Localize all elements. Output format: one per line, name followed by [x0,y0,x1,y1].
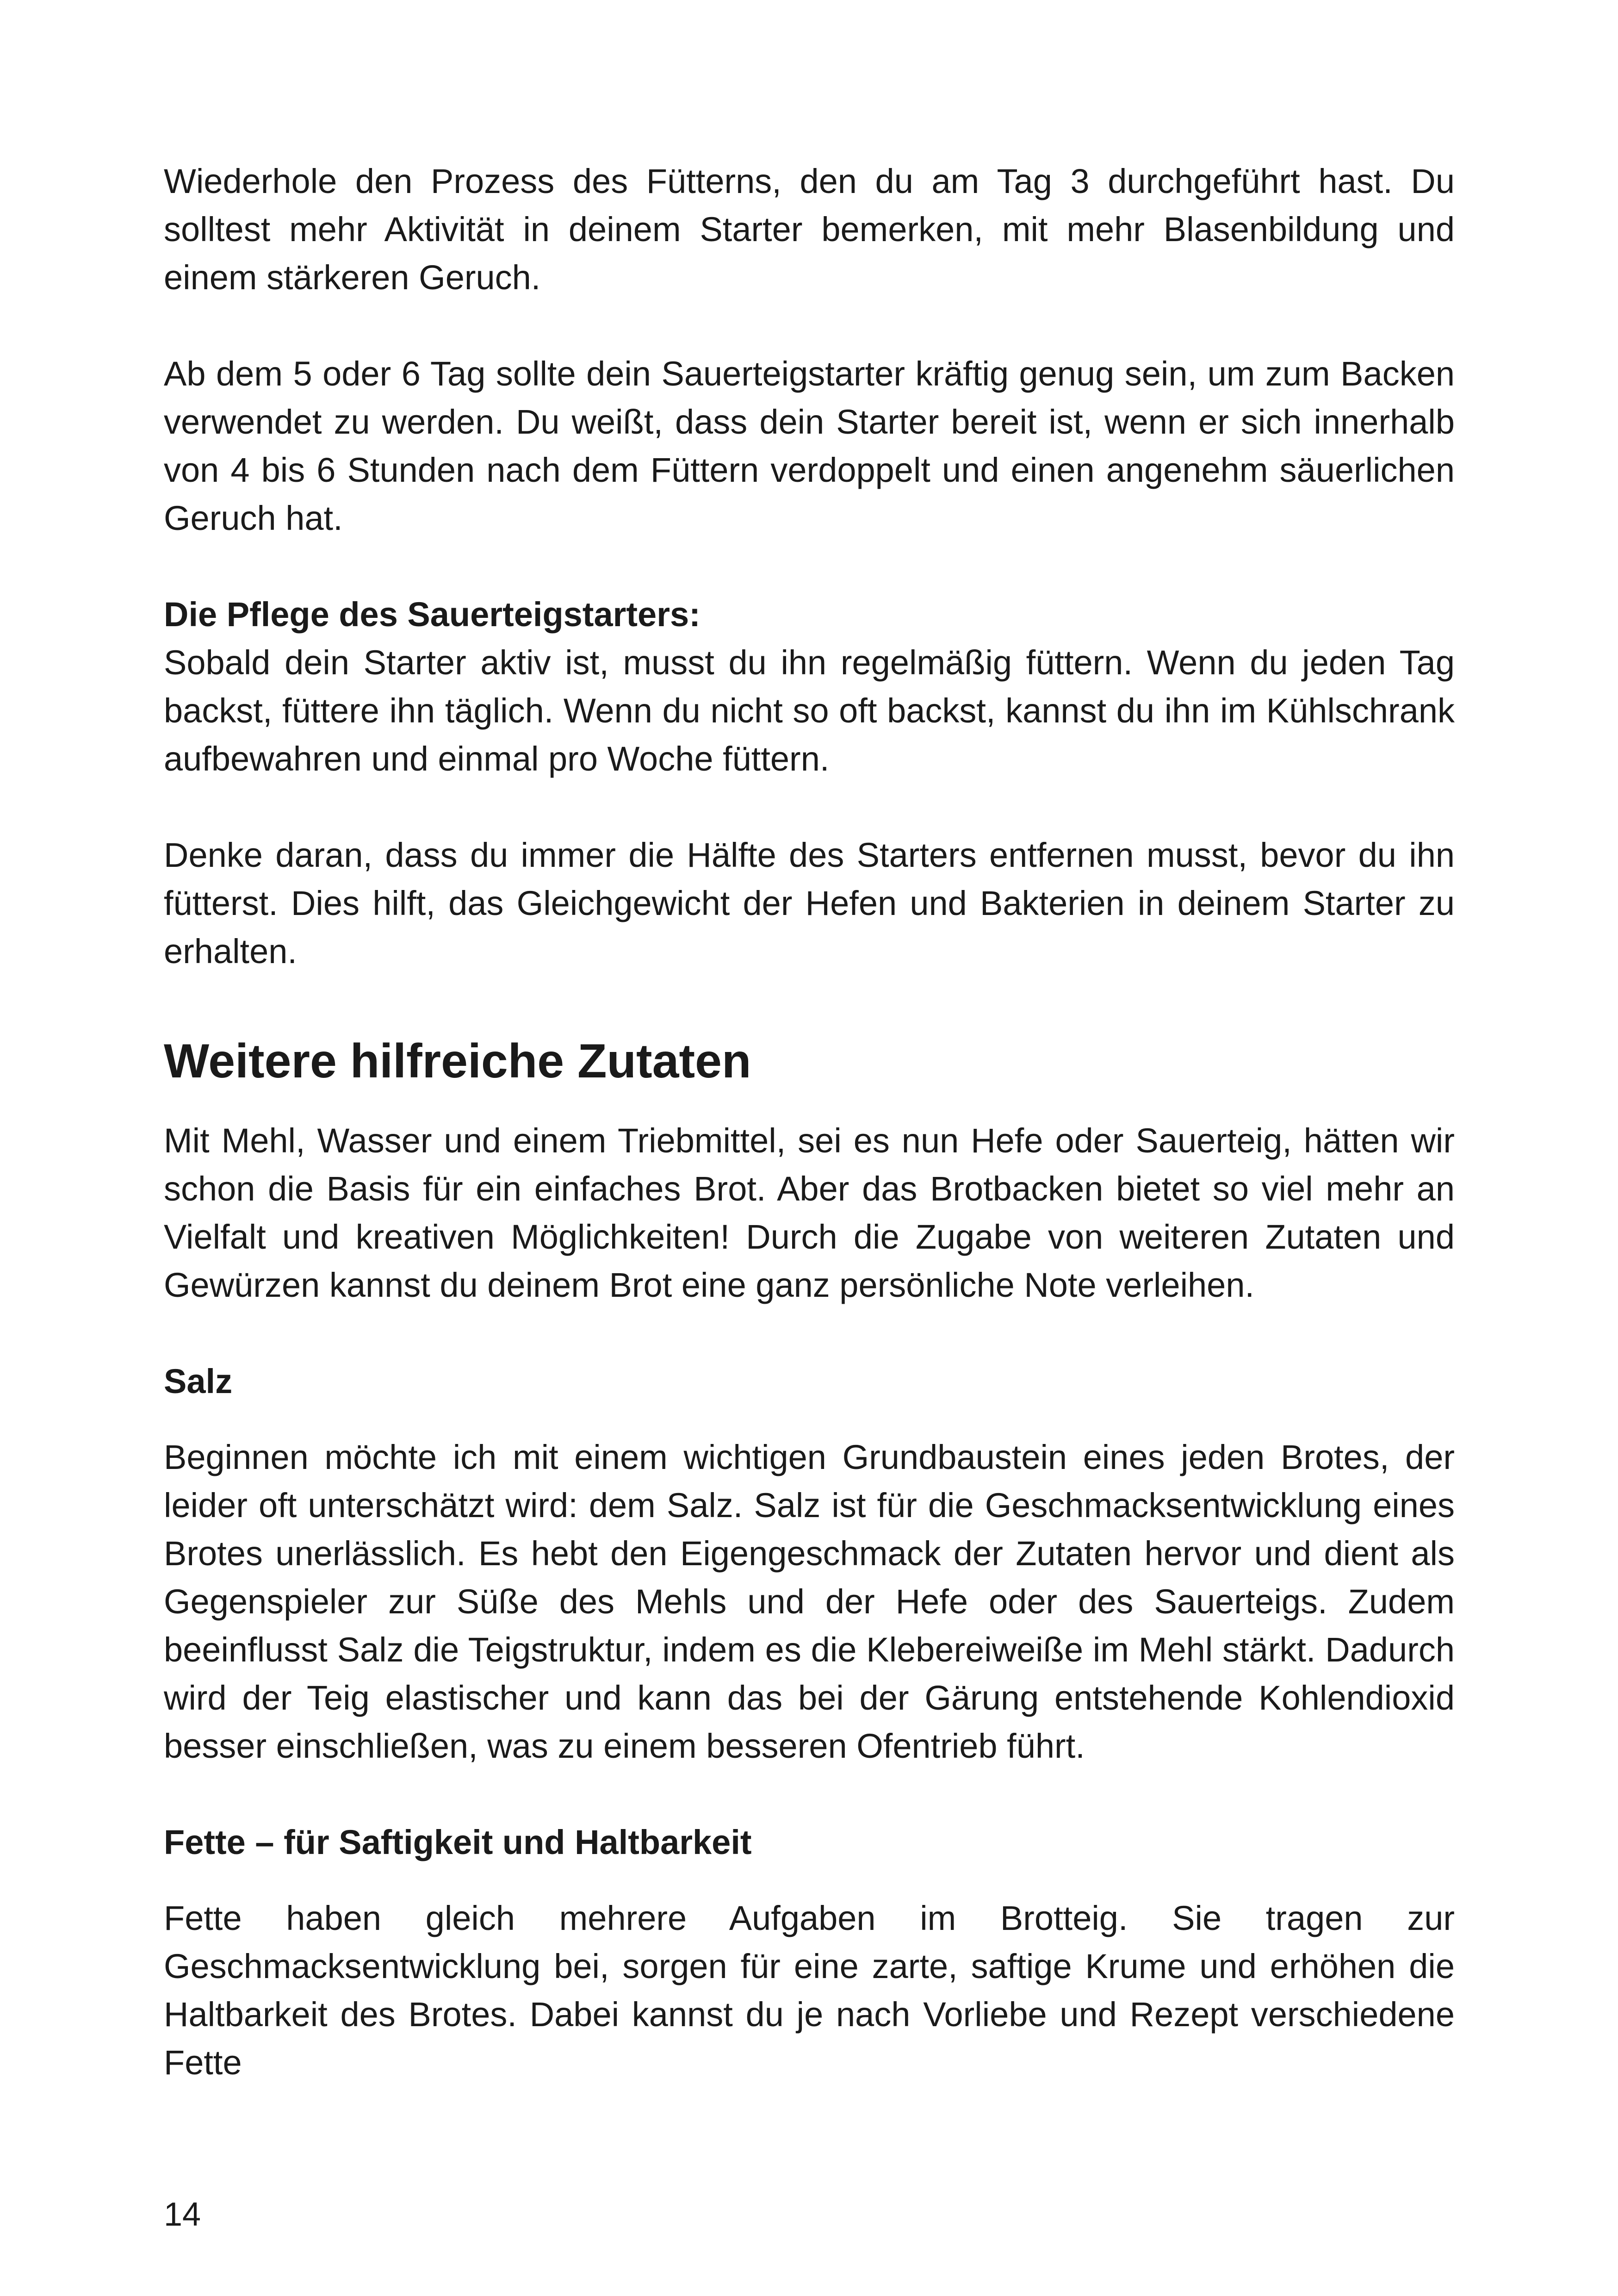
paragraph-care: Sobald dein Starter aktiv ist, musst du ihn regelmäßig füttern. Wenn du jeden Tag backst, füttere ihn täglich. Wenn du nicht so oft backst, kannst du ihn im Kühlschrank aufbewahren und einmal pro Woche füttern. [164,643,1455,778]
page-content [164,157,1455,2087]
paragraph-starter-ready: Ab dem 5 oder 6 Tag sollte dein Sauerteigstarter kräftig genug sein, um zum Backen verwendet zu werden. Du weißt, dass dein Starter bereit ist, wenn er sich innerhalb von 4 bis 6 Stunden nach dem Füttern verdoppelt und einen angenehm säuerlichen Geruch hat. [164,355,1455,537]
paragraph-feeding-repeat: Wiederhole den Prozess des Fütterns, den du am Tag 3 durchgeführt hast. Du solltest mehr Aktivität in deinem Starter bemerken, mit mehr Blasenbildung und einem stärkeren Geruch. [164,162,1455,297]
paragraph-salt: Beginnen möchte ich mit einem wichtigen Grundbaustein eines jeden Brotes, der leider oft unterschätzt wird: dem Salz. Salz ist für die Geschmacksentwicklung eines Brotes unerlässlich. Es hebt den Eigengeschmack der Zutaten hervor und dient als Gegenspieler zur Süße des Mehls und der Hefe oder des Sauerteigs. Zudem beeinflusst Salz die Teigstruktur, indem es die Klebereiweiße im Mehl stärkt. Dadurch wird der Teig elastischer und kann das bei der Gärung entstehende Kohlendioxid besser einschließen, was zu einem besseren Ofentrieb führt. [164,1438,1455,1765]
subheading-salt: Salz [164,1362,233,1400]
paragraph-fats: Fette haben gleich mehrere Aufgaben im Brotteig. Sie tragen zur Geschmacksentwicklung bei, sorgen für eine zarte, saftige Krume und erhöhen die Haltbarkeit des Brotes. Dabei kannst du je nach Vorliebe und Rezept verschiedene Fette [164,1899,1455,2082]
subheading-fats: Fette – für Saftigkeit und Haltbarkeit [164,1823,752,1861]
care-label: Die Pflege des Sauerteigstarters: [164,595,701,634]
paragraph-intro: Mit Mehl, Wasser und einem Triebmittel, sei es nun Hefe oder Sauerteig, hätten wir schon die Basis für ein einfaches Brot. Aber das Brotbacken bietet so viel mehr an Vielfalt und kreativen Möglichkeiten! Durch die Zugabe von weiteren Zutaten und Gewürzen kannst du deinem Brot eine ganz persönliche Note verleihen. [164,1121,1455,1304]
page-number: 14 [164,2196,201,2233]
paragraph-remove-half: Denke daran, dass du immer die Hälfte des Starters entfernen musst, bevor du ihn fütterst. Dies hilft, das Gleichgewicht der Hefen und Bakterien in deinem Starter zu erhalten. [164,836,1455,971]
section-heading: Weitere hilfreiche Zutaten [164,1034,751,1088]
